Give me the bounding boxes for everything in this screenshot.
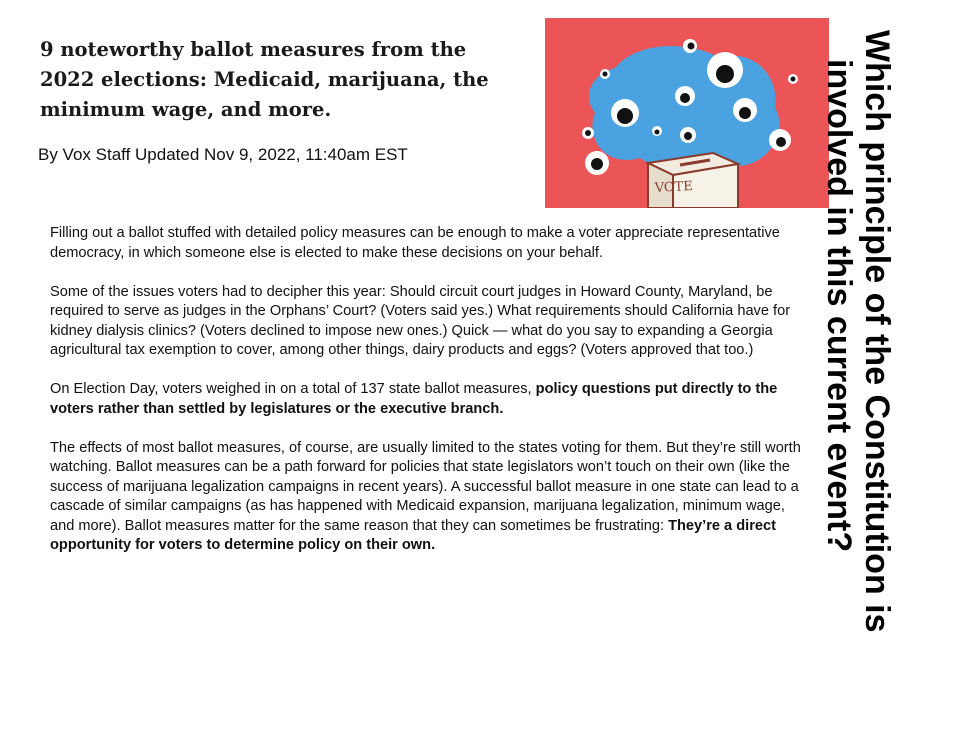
paragraph-4-text: The effects of most ballot measures, of course, are usually limited to the states voting for them. But they’re still worth watching. Ballot measures can be a path forward for policies that state legislators won’t touch on their own (like the success of marijuana legalization campaigns in recent years). A successful ballot measure in one state can lead to a cascade of similar campaigns (as has happened with Medicaid expansion, marijuana legalization, minimum wage, and more). Ballot measures matter for the same reason that they can sometimes be frustrating: xyxy=(50,439,801,534)
paragraph-3-text: On Election Day, voters weighed in on a total of 137 state ballot measures, xyxy=(50,381,536,397)
headline-line-2: 2022 elections: Medicaid, marijuana, the xyxy=(40,68,489,91)
question-line-1: Which principle of the Constitution is xyxy=(858,30,896,633)
article-body xyxy=(50,224,810,575)
ballot-box-label: VOTE xyxy=(654,179,694,196)
paragraph-3-bold: policy questions put directly to the voters rather than settled by legislatures or the executive branch. xyxy=(50,381,778,417)
question-line-2: involved in this current event? xyxy=(820,59,858,553)
headline-line-1: 9 noteworthy ballot measures from the xyxy=(40,38,467,61)
headline-line-3: minimum wage, and more. xyxy=(40,98,332,121)
ballot-illustration-svg xyxy=(545,18,829,208)
byline: By Vox Staff Updated Nov 9, 2022, 11:40am EST xyxy=(38,145,408,164)
ballot-box xyxy=(648,153,738,208)
paragraph-4 xyxy=(50,439,810,556)
discussion-question xyxy=(820,30,896,720)
paragraph-4-bold: They’re a direct opportunity for voters to determine policy on their own. xyxy=(50,517,776,553)
paragraph-1: Filling out a ballot stuffed with detailed policy measures can be enough to make a voter appreciate representative democracy, in which someone else is elected to make these decisions on your behalf. xyxy=(50,225,780,261)
paragraph-2: Some of the issues voters had to decipher this year: Should circuit court judges in Howard County, Maryland, be required to serve as judges in the Orphans’ Court? (Voters said yes.) What requirements should California have for kidney dialysis clinics? (Voters declined to impose new ones.) Quick — what do you say to expanding a Georgia agricultural tax exemption to cover, among other things, dairy products and eggs? (Voters approved that too.) xyxy=(50,283,791,358)
paragraph-3 xyxy=(50,380,810,419)
ballot-illustration xyxy=(545,18,829,208)
article-headline xyxy=(40,35,530,125)
